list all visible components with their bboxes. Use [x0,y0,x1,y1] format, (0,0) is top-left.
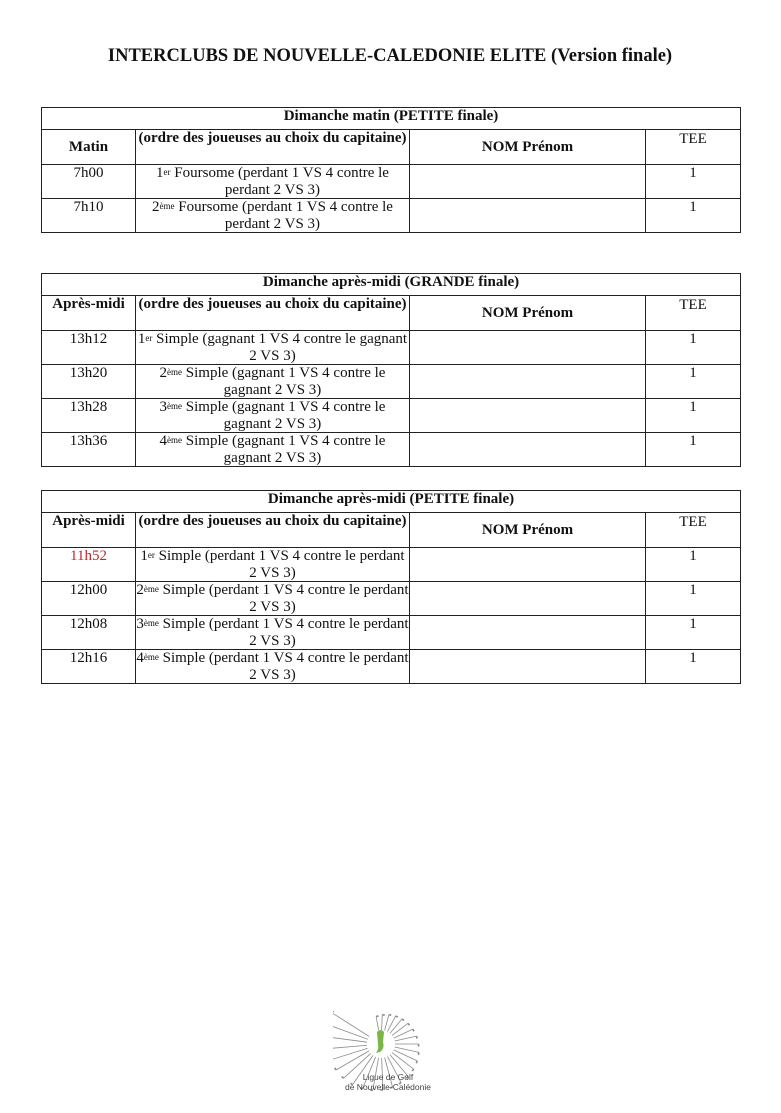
golf-club-shaft [395,1036,417,1041]
table-caption: Dimanche après-midi (PETITE finale) [42,491,741,513]
table-row [42,650,741,684]
match-cell: 2ème Simple (perdant 1 VS 4 contre le perdant 2 VS 3) [136,582,409,615]
golf-club-shaft [392,1023,408,1035]
match-cell: 3ème Simple (perdant 1 VS 4 contre le perdant 2 VS 3) [136,616,409,649]
time-cell: 13h36 [42,433,136,467]
tee-cell: 1 [646,616,741,650]
header-name: NOM Prénom [410,513,646,548]
schedule-table-sunday-afternoon-petite [41,490,741,684]
match-cell: 1er Foursome (perdant 1 VS 4 contre le perdant 2 VS 3) [136,165,410,199]
header-tee: TEE [646,296,741,331]
tee-cell: 1 [646,331,741,365]
match-cell: 2ème Simple (gagnant 1 VS 4 contre le gagnant 2 VS 3) [136,365,410,399]
match-cell: 1er Simple (gagnant 1 VS 4 contre le gagnant 2 VS 3) [136,331,410,365]
golfer-silhouette-icon [376,1030,384,1053]
header-time: Après-midi [42,513,136,548]
tee-cell: 1 [646,650,741,684]
table-row [42,582,741,616]
table-caption: Dimanche après-midi (GRANDE finale) [42,274,741,296]
player-name-cell[interactable] [410,548,646,582]
golf-club-head [417,1036,418,1038]
table-row [42,165,741,199]
schedule-table-sunday-morning-petite [41,107,741,233]
golf-club-shaft [394,1029,413,1038]
time-cell: 13h12 [42,331,136,365]
golf-club-head [335,1068,336,1070]
player-name-cell[interactable] [410,582,646,616]
tee-cell: 1 [646,165,741,199]
golf-club-shaft [385,1015,389,1031]
header-time: Après-midi [42,296,136,331]
time-cell: 13h20 [42,365,136,399]
match-cell: 4ème Simple (gagnant 1 VS 4 contre le gagnant 2 VS 3) [136,433,410,467]
header-time: Matin [42,130,136,165]
match-cell: 4ème Simple (perdant 1 VS 4 contre le perdant 2 VS 3) [136,650,409,683]
golf-club-shaft [382,1015,383,1030]
table-caption: Dimanche matin (PETITE finale) [42,108,741,130]
time-cell: 7h00 [42,165,136,199]
golf-club-head [416,1061,417,1063]
header-tee: TEE [646,513,741,548]
player-name-cell[interactable] [410,199,646,233]
golf-club-shaft [336,1051,369,1070]
golf-club-shaft [376,1016,378,1030]
golf-club-head [408,1023,410,1025]
player-name-cell[interactable] [410,165,646,199]
header-tee: TEE [646,130,741,165]
time-cell-highlighted: 11h52 [42,548,136,582]
golf-club-head [389,1015,391,1016]
table-row [42,331,741,365]
match-cell: 3ème Simple (gagnant 1 VS 4 contre le gagnant 2 VS 3) [136,399,410,433]
logo-text-line2: de Nouvelle-Calédonie [344,1082,431,1092]
match-cell: 1er Simple (perdant 1 VS 4 contre le perdant 2 VS 3) [136,548,410,582]
golf-club-shaft [387,1016,395,1032]
time-cell: 12h00 [42,582,136,616]
tee-cell: 1 [646,548,741,582]
tee-cell: 1 [646,582,741,616]
table-row [42,199,741,233]
golf-club-head [396,1016,398,1017]
tee-cell: 1 [646,433,741,467]
golf-club-shaft [333,1048,368,1060]
golf-club-shaft [390,1019,402,1033]
header-name: NOM Prénom [410,130,646,165]
golf-club-shaft [333,1045,367,1049]
header-name: NOM Prénom [410,296,646,331]
golf-club-shaft [395,1047,419,1052]
golf-club-head [418,1052,419,1054]
player-name-cell[interactable] [410,616,646,650]
table-row [42,548,741,582]
time-cell: 13h28 [42,399,136,433]
time-cell: 12h08 [42,616,136,650]
table-row [42,365,741,399]
player-name-cell[interactable] [410,365,646,399]
tee-cell: 1 [646,365,741,399]
document-title: INTERCLUBS DE NOUVELLE-CALEDONIE ELITE (Version finale) [107,46,673,66]
header-order: (ordre des joueuses au choix du capitaine) [136,296,410,331]
schedule-table-sunday-afternoon-grande [41,273,741,467]
tee-cell: 1 [646,399,741,433]
player-name-cell[interactable] [410,331,646,365]
golf-club-head [402,1019,404,1021]
table-row [42,433,741,467]
player-name-cell[interactable] [410,650,646,684]
table-row [42,616,741,650]
player-name-cell[interactable] [410,433,646,467]
logo-text-line1: Ligue de Golf [362,1072,414,1082]
header-order: (ordre des joueuses au choix du capitaine) [136,130,410,165]
match-cell: 2ème Foursome (perdant 1 VS 4 contre le perdant 2 VS 3) [136,199,410,233]
golf-club-head [413,1029,414,1031]
time-cell: 7h10 [42,199,136,233]
golf-club-head [412,1069,414,1071]
player-name-cell[interactable] [410,399,646,433]
golf-club-shaft [333,1037,367,1042]
table-row [42,399,741,433]
time-cell: 12h16 [42,650,136,684]
header-order: (ordre des joueuses au choix du capitaine) [136,513,410,548]
tee-cell: 1 [646,199,741,233]
